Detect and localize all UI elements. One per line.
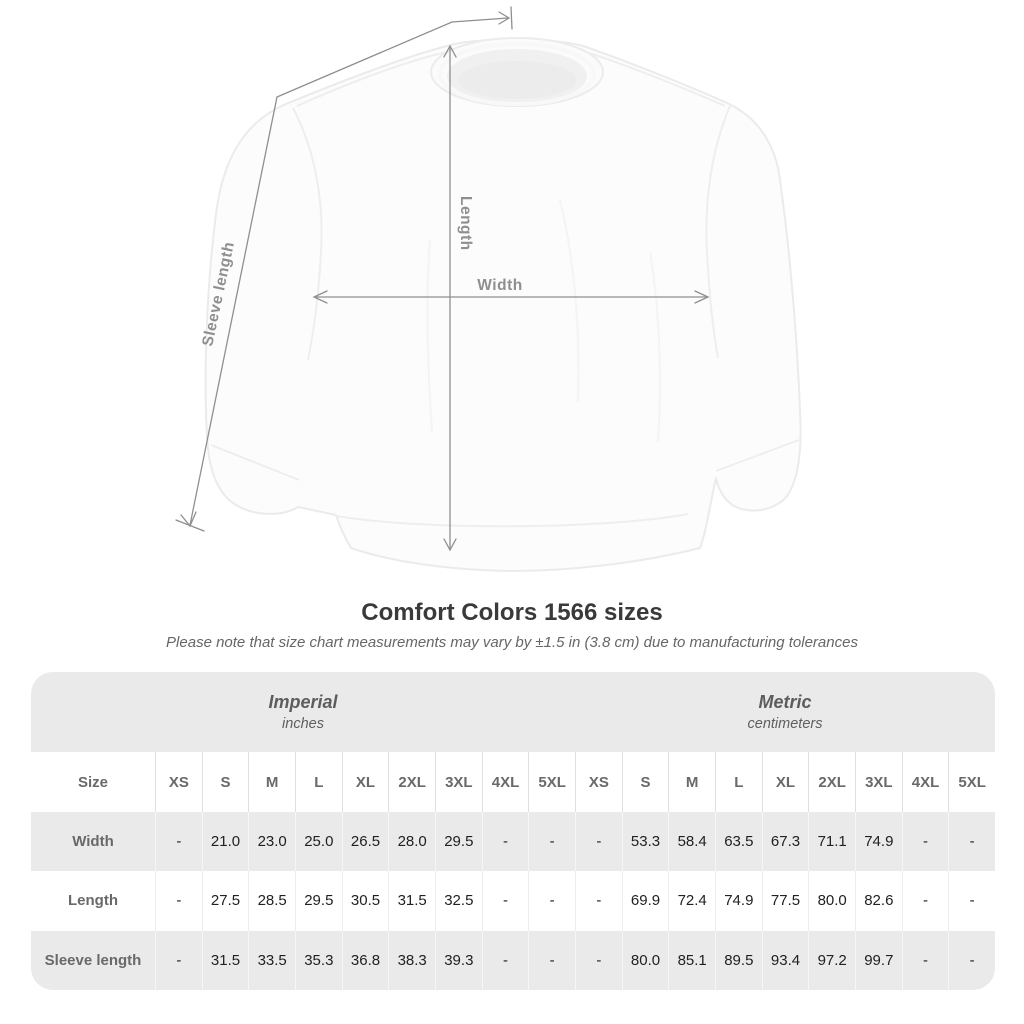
- value-cell-imperial: 21.0: [202, 812, 249, 871]
- size-header-metric-s: S: [622, 752, 669, 812]
- value-cell-metric: 71.1: [808, 812, 855, 871]
- value-cell-imperial: 32.5: [435, 871, 482, 930]
- tolerance-note: Please note that size chart measurements may vary by ±1.5 in (3.8 cm) due to manufacturing tolerances: [166, 634, 858, 651]
- size-header-metric-4xl: 4XL: [902, 752, 949, 812]
- value-cell-metric: 85.1: [668, 931, 715, 990]
- value-cell-metric: 93.4: [762, 931, 809, 990]
- value-cell-metric: 82.6: [855, 871, 902, 930]
- width-label: Width: [477, 277, 523, 294]
- value-cell-metric: 63.5: [715, 812, 762, 871]
- value-cell-metric: -: [948, 871, 995, 930]
- value-cell-metric: 72.4: [668, 871, 715, 930]
- metric-sublabel: centimeters: [747, 716, 823, 732]
- value-cell-imperial: -: [528, 812, 575, 871]
- size-header-metric-5xl: 5XL: [948, 752, 995, 812]
- value-cell-metric: -: [948, 812, 995, 871]
- value-cell-metric: -: [575, 812, 622, 871]
- imperial-label: Imperial: [268, 692, 338, 712]
- size-header-imperial-xs: XS: [155, 752, 202, 812]
- page-title: Comfort Colors 1566 sizes: [361, 599, 663, 626]
- sweatshirt-graphic: [206, 38, 801, 571]
- value-cell-imperial: 35.3: [295, 931, 342, 990]
- value-cell-imperial: 29.5: [295, 871, 342, 930]
- value-cell-imperial: 27.5: [202, 871, 249, 930]
- value-cell-metric: 99.7: [855, 931, 902, 990]
- row-label: Sleeve length: [31, 931, 155, 990]
- value-cell-metric: 69.9: [622, 871, 669, 930]
- size-header-imperial-m: M: [248, 752, 295, 812]
- value-cell-metric: 80.0: [808, 871, 855, 930]
- value-cell-metric: -: [575, 871, 622, 930]
- value-cell-metric: 97.2: [808, 931, 855, 990]
- size-header-imperial-s: S: [202, 752, 249, 812]
- size-header-imperial-5xl: 5XL: [528, 752, 575, 812]
- size-column-header: Size: [31, 752, 155, 812]
- value-cell-metric: -: [948, 931, 995, 990]
- value-cell-imperial: -: [482, 812, 529, 871]
- value-cell-metric: 89.5: [715, 931, 762, 990]
- value-cell-metric: -: [902, 931, 949, 990]
- value-cell-metric: -: [902, 812, 949, 871]
- size-table: [31, 672, 995, 990]
- collar-shadow: [458, 61, 576, 99]
- value-cell-imperial: 23.0: [248, 812, 295, 871]
- value-cell-imperial: 28.0: [388, 812, 435, 871]
- value-cell-metric: 77.5: [762, 871, 809, 930]
- value-cell-metric: -: [575, 931, 622, 990]
- value-cell-metric: 74.9: [715, 871, 762, 930]
- size-header-metric-3xl: 3XL: [855, 752, 902, 812]
- value-cell-metric: 58.4: [668, 812, 715, 871]
- value-cell-imperial: -: [482, 871, 529, 930]
- size-header-metric-xl: XL: [762, 752, 809, 812]
- size-header-metric-m: M: [668, 752, 715, 812]
- value-cell-imperial: 28.5: [248, 871, 295, 930]
- size-header-metric-xs: XS: [575, 752, 622, 812]
- row-label: Length: [31, 871, 155, 930]
- size-header-metric-2xl: 2XL: [808, 752, 855, 812]
- value-cell-metric: 67.3: [762, 812, 809, 871]
- metric-unit-header: [575, 672, 995, 752]
- value-cell-imperial: -: [482, 931, 529, 990]
- value-cell-imperial: 39.3: [435, 931, 482, 990]
- value-cell-imperial: 36.8: [342, 931, 389, 990]
- value-cell-imperial: 33.5: [248, 931, 295, 990]
- value-cell-imperial: 38.3: [388, 931, 435, 990]
- value-cell-imperial: 30.5: [342, 871, 389, 930]
- value-cell-imperial: 31.5: [202, 931, 249, 990]
- value-cell-imperial: -: [155, 871, 202, 930]
- value-cell-metric: -: [902, 871, 949, 930]
- value-cell-imperial: -: [155, 931, 202, 990]
- sleeve-length-label: Sleeve length: [199, 240, 239, 348]
- value-cell-imperial: -: [528, 871, 575, 930]
- value-cell-metric: 80.0: [622, 931, 669, 990]
- length-label: Length: [457, 196, 474, 251]
- value-cell-imperial: 25.0: [295, 812, 342, 871]
- imperial-unit-header: [31, 672, 575, 752]
- imperial-sublabel: inches: [282, 716, 324, 732]
- metric-label: Metric: [758, 692, 812, 712]
- size-header-imperial-3xl: 3XL: [435, 752, 482, 812]
- size-header-metric-l: L: [715, 752, 762, 812]
- size-header-imperial-2xl: 2XL: [388, 752, 435, 812]
- size-header-imperial-4xl: 4XL: [482, 752, 529, 812]
- row-label: Width: [31, 812, 155, 871]
- value-cell-imperial: 26.5: [342, 812, 389, 871]
- value-cell-imperial: 29.5: [435, 812, 482, 871]
- size-header-imperial-xl: XL: [342, 752, 389, 812]
- value-cell-imperial: -: [155, 812, 202, 871]
- size-header-imperial-l: L: [295, 752, 342, 812]
- value-cell-metric: 74.9: [855, 812, 902, 871]
- value-cell-metric: 53.3: [622, 812, 669, 871]
- value-cell-imperial: 31.5: [388, 871, 435, 930]
- value-cell-imperial: -: [528, 931, 575, 990]
